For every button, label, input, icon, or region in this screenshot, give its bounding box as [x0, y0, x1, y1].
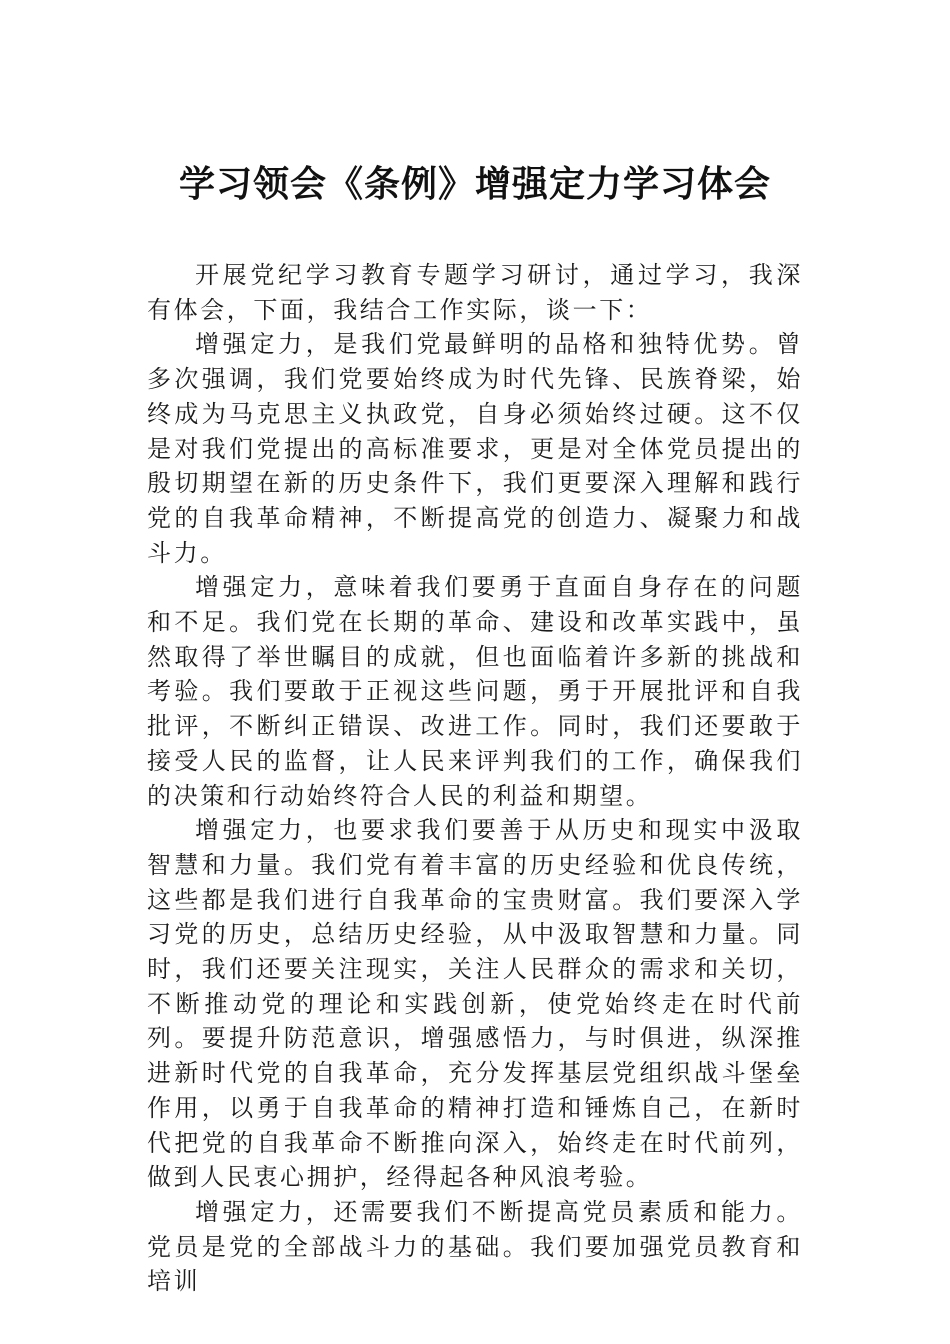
- paragraph-3: 增强定力，也要求我们要善于从历史和现实中汲取智慧和力量。我们党有着丰富的历史经验和优良传统，这些都是我们进行自我革命的宝贵财富。我们要深入学习党的历史，总结历史经验，从中汲取智慧和力量。同时，我们还要关注现实，关注人民群众的需求和关切，不断推动党的理论和实践创新，使党始终走在时代前列。要提升防范意识，增强感悟力，与时俱进，纵深推进新时代党的自我革命，充分发挥基层党组织战斗堡垒作用，以勇于自我革命的精神打造和锤炼自己，在新时代把党的自我革命不断推向深入，始终走在时代前列，做到人民衷心拥护，经得起各种风浪考验。: [147, 816, 803, 1192]
- document-body: [147, 258, 803, 1299]
- document-title: 学习领会《条例》增强定力学习体会: [178, 163, 771, 205]
- paragraph-intro: 开展党纪学习教育专题学习研讨，通过学习，我深有体会，下面，我结合工作实际，谈一下：: [147, 261, 803, 324]
- paragraph-4: 增强定力，还需要我们不断提高党员素质和能力。党员是党的全部战斗力的基础。我们要加强党员教育和培训: [147, 1197, 803, 1296]
- paragraph-2: 增强定力，意味着我们要勇于直面自身存在的问题和不足。我们党在长期的革命、建设和改革实践中，虽然取得了举世瞩目的成就，但也面临着许多新的挑战和考验。我们要敢于正视这些问题，勇于开展批评和自我批评，不断纠正错误、改进工作。同时，我们还要敢于接受人民的监督，让人民来评判我们的工作，确保我们的决策和行动始终符合人民的利益和期望。: [147, 573, 803, 810]
- paragraph-1: 增强定力，是我们党最鲜明的品格和独特优势。曾多次强调，我们党要始终成为时代先锋、民族脊梁，始终成为马克思主义执政党，自身必须始终过硬。这不仅是对我们党提出的高标准要求，更是对全体党员提出的殷切期望在新的历史条件下，我们更要深入理解和践行党的自我革命精神，不断提高党的创造力、凝聚力和战斗力。: [147, 330, 803, 567]
